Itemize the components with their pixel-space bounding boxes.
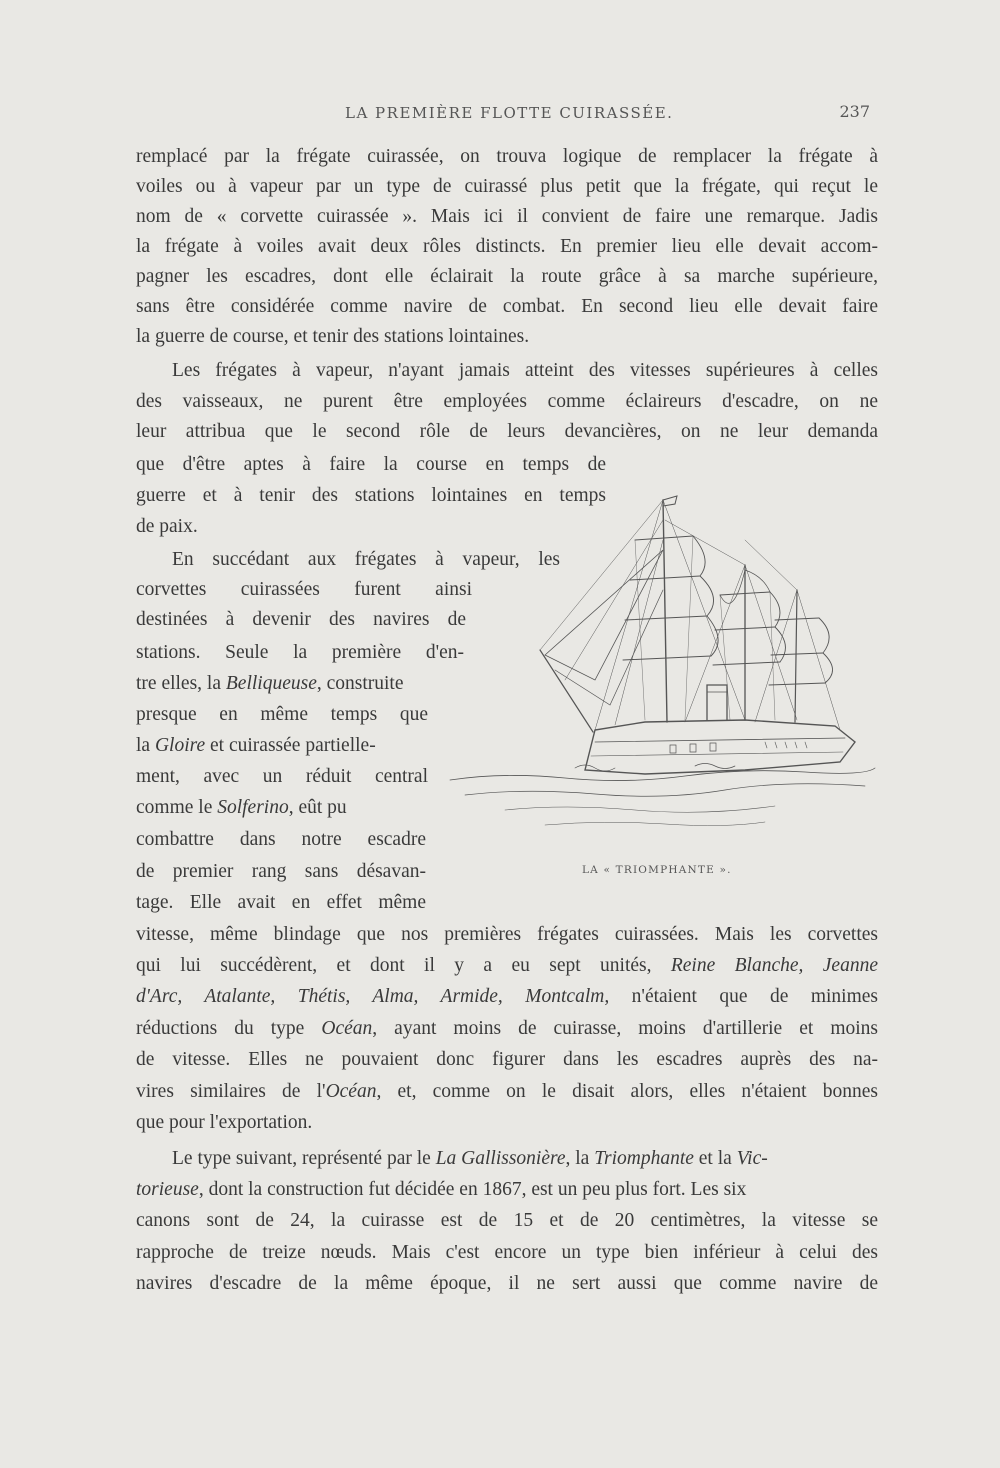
text-line: nom de « corvette cuirassée ». Mais ici il convient de faire une remarque. Jadis xyxy=(136,206,878,227)
text-line: tre elles, la Belliqueuse, construite xyxy=(136,673,404,694)
text-line: corvettes cuirassées furent ainsi xyxy=(136,579,472,600)
text-line: que d'être aptes à faire la course en temps de xyxy=(136,454,606,475)
text-line: pagner les escadres, dont elle éclairait la route grâce à sa marche supérieure, xyxy=(136,266,878,287)
text-line: Les frégates à vapeur, n'ayant jamais atteint des vitesses supérieures à celles xyxy=(172,360,878,381)
ship-name: Vic- xyxy=(736,1148,768,1169)
text-line: tage. Elle avait en effet même xyxy=(136,892,426,913)
text-line: guerre et à tenir des stations lointaines en temps xyxy=(136,485,606,506)
text-line: la Gloire et cuirassée partielle- xyxy=(136,735,376,756)
text-line: des vaisseaux, ne purent être employées comme éclaireurs d'escadre, on ne xyxy=(136,391,878,412)
ship-names: Reine Blanche, Jeanne xyxy=(670,955,878,976)
text-line: torieuse, dont la construction fut décidée en 1867, est un peu plus fort. Les six xyxy=(136,1179,747,1200)
text-line: remplacé par la frégate cuirassée, on trouva logique de remplacer la frégate à xyxy=(136,146,878,167)
ship-names: d'Arc, Atalante, Thétis, Alma, Armide, Montcalm, xyxy=(136,986,610,1007)
text-line: stations. Seule la première d'en- xyxy=(136,642,464,663)
text-line: la guerre de course, et tenir des stations lointaines. xyxy=(136,326,530,347)
ship-name: Belliqueuse xyxy=(225,673,317,694)
text-line: Le type suivant, représenté par le La Gallissonière, la Triomphante et la Vic- xyxy=(172,1148,768,1169)
text-line: qui lui succédèrent, et dont il y a eu sept unités, Reine Blanche, Jeanne xyxy=(136,955,878,976)
ship-name: Océan xyxy=(321,1018,373,1039)
text-line: presque en même temps que xyxy=(136,704,428,725)
text-line: rapproche de treize nœuds. Mais c'est encore un type bien inférieur à celui des xyxy=(136,1242,878,1263)
text-line: ment, avec un réduit central xyxy=(136,766,428,787)
text-line: de vitesse. Elles ne pouvaient donc figurer dans les escadres auprès des na- xyxy=(136,1049,878,1070)
running-title: LA PREMIÈRE FLOTTE CUIRASSÉE. xyxy=(345,104,674,122)
text-line: voiles ou à vapeur par un type de cuirassé plus petit que la frégate, qui reçut le xyxy=(136,176,878,197)
ship-name: La Gallissonière xyxy=(435,1148,566,1169)
figure-caption: LA « TRIOMPHANTE ». xyxy=(582,864,732,876)
ship-illustration xyxy=(445,480,885,850)
ship-name: Océan xyxy=(325,1081,377,1102)
text-line: comme le Solferino, eût pu xyxy=(136,797,347,818)
text-line: sans être considérée comme navire de combat. En second lieu elle devait faire xyxy=(136,296,878,317)
text-line: En succédant aux frégates à vapeur, les xyxy=(172,549,560,570)
text-line: d'Arc, Atalante, Thétis, Alma, Armide, Montcalm, n'étaient que de minimes xyxy=(136,986,879,1007)
text-line: que pour l'exportation. xyxy=(136,1112,313,1133)
page-number: 237 xyxy=(839,102,870,121)
ship-name: Solferino xyxy=(217,797,289,818)
ship-name: Triomphante xyxy=(594,1148,694,1169)
text-line: combattre dans notre escadre xyxy=(136,829,426,850)
text-line: vires similaires de l'Océan, et, comme on le disait alors, elles n'étaient bonnes xyxy=(136,1081,878,1102)
text-line: navires d'escadre de la même époque, il ne sert aussi que comme navire de xyxy=(136,1273,878,1294)
ship-name: Gloire xyxy=(154,735,206,756)
text-line: canons sont de 24, la cuirasse est de 15 et de 20 centimètres, la vitesse se xyxy=(136,1210,878,1231)
text-line: leur attribua que le second rôle de leurs devancières, on ne leur demanda xyxy=(136,421,878,442)
text-line: réductions du type Océan, ayant moins de cuirasse, moins d'artillerie et moins xyxy=(136,1018,878,1039)
text-line: vitesse, même blindage que nos premières frégates cuirassées. Mais les corvettes xyxy=(136,924,878,945)
text-line: destinées à devenir des navires de xyxy=(136,609,466,630)
text-line: de paix. xyxy=(136,516,198,537)
page-header xyxy=(135,100,880,130)
ship-name: torieuse xyxy=(136,1179,199,1200)
text-line: de premier rang sans désavan- xyxy=(136,861,426,882)
text-line: la frégate à voiles avait deux rôles distincts. En premier lieu elle devait accom- xyxy=(136,236,878,257)
